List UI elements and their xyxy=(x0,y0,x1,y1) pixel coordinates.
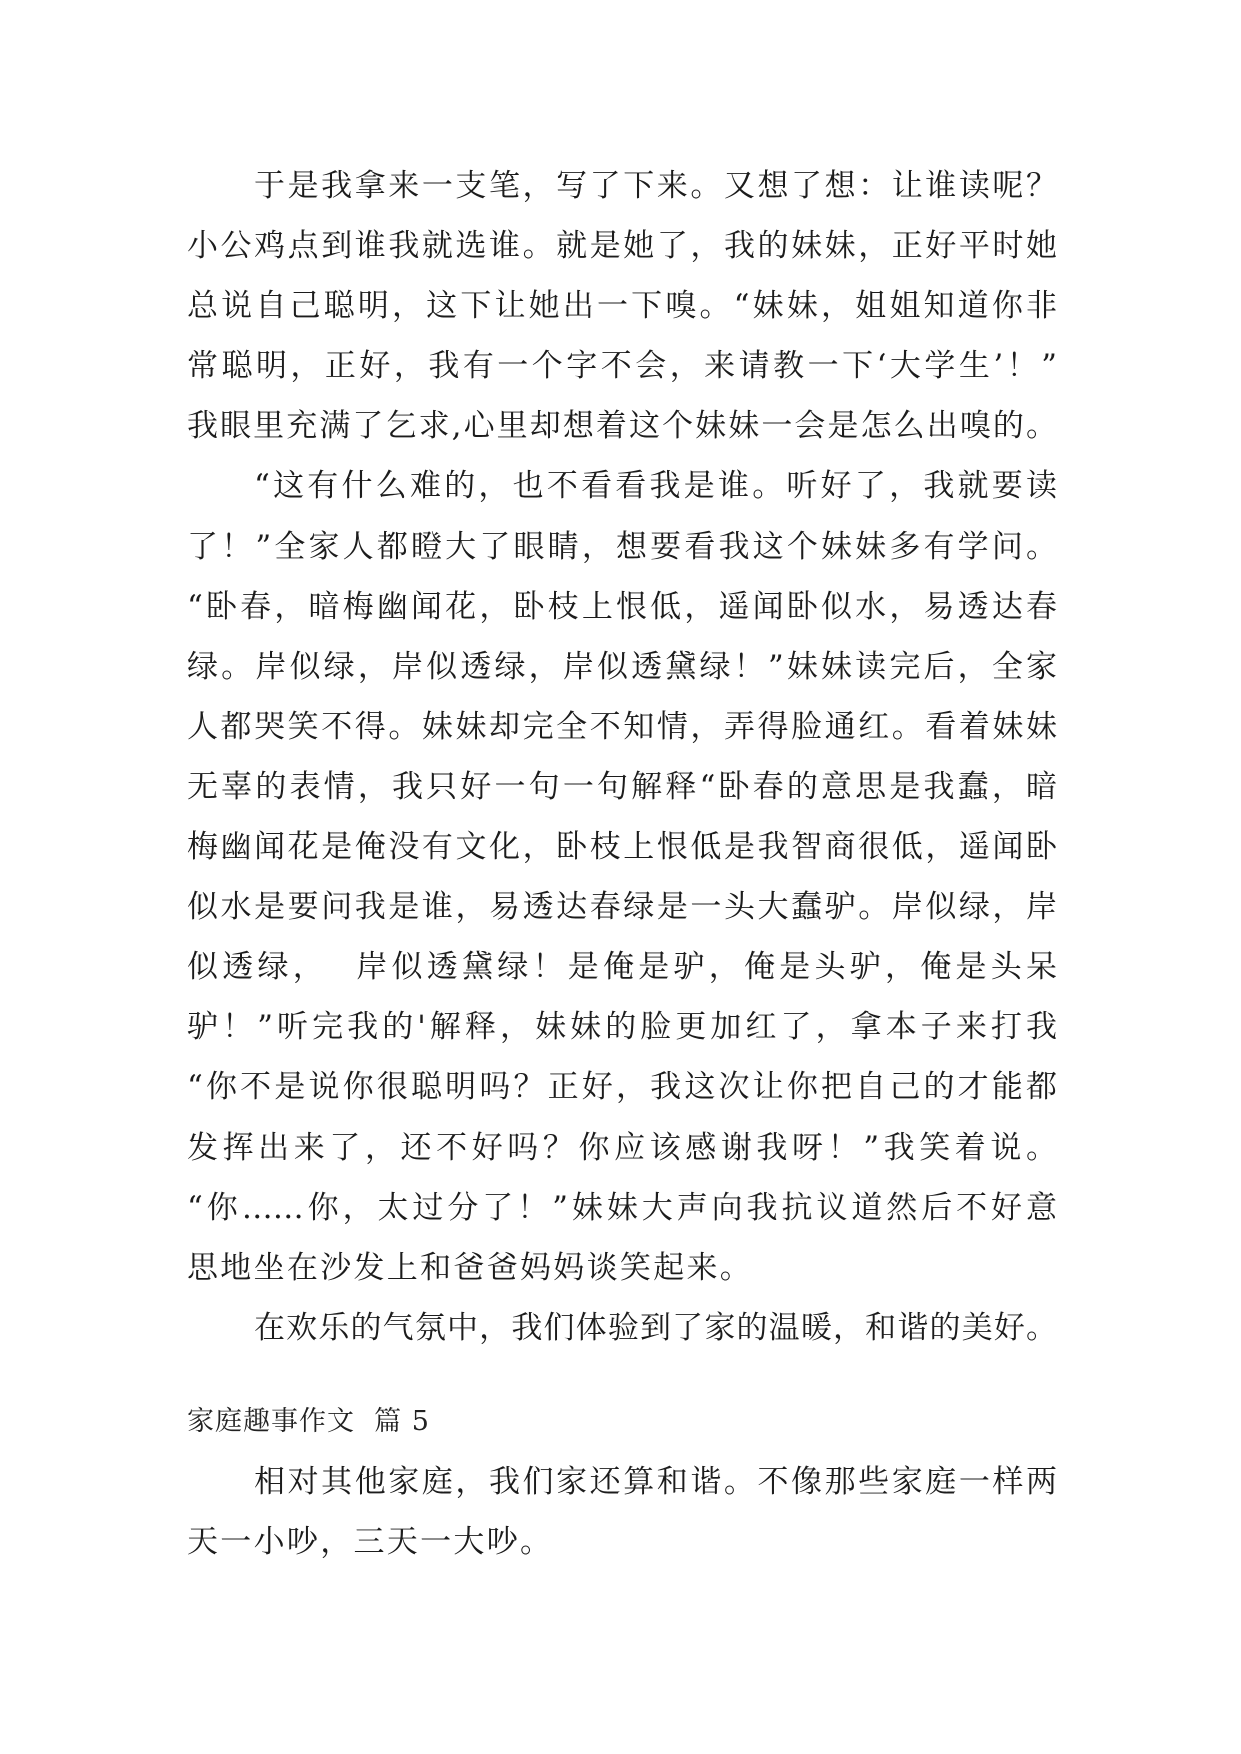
text-line: 绿。岸似绿，岸似透绿，岸似透黛绿！”妹妹读完后，全家 xyxy=(187,648,1057,685)
text-line: 我眼里充满了乞求,心里却想着这个妹妹一会是怎么出嗅的。 xyxy=(187,408,1057,445)
text-line: 思地坐在沙发上和爸爸妈妈谈笑起来。 xyxy=(187,1249,754,1286)
text-line: “你……你，太过分了！”妹妹大声向我抗议道然后不好意 xyxy=(187,1189,1057,1226)
paragraph xyxy=(187,456,1057,1297)
paragraph xyxy=(187,1452,1057,1572)
text-line: 似透绿， 岸似透黛绿！是俺是驴，俺是头驴，俺是头呆 xyxy=(187,949,1057,986)
essay-body xyxy=(187,156,1057,1358)
text-line: 小公鸡点到谁我就选谁。就是她了，我的妹妹，正好平时她 xyxy=(187,228,1057,265)
text-line: 相对其他家庭，我们家还算和谐。不像那些家庭一样两 xyxy=(254,1464,1057,1500)
text-line: 驴！”听完我的'解释，妹妹的脸更加红了，拿本子来打我 xyxy=(187,1009,1057,1046)
text-line: 无辜的表情，我只好一句一句解释“卧春的意思是我蠢，暗 xyxy=(187,768,1057,805)
text-line: 梅幽闻花是俺没有文化，卧枝上恨低是我智商很低，遥闻卧 xyxy=(187,829,1057,866)
text-line: 了！”全家人都瞪大了眼睛，想要看我这个妹妹多有学问。 xyxy=(187,528,1057,565)
text-line: “你不是说你很聪明吗？正好，我这次让你把自己的才能都 xyxy=(187,1069,1057,1106)
essay-body xyxy=(187,1452,1057,1572)
text-line: 常聪明，正好，我有一个字不会，来请教一下‘大学生’！” xyxy=(187,348,1057,385)
text-line: 在欢乐的气氛中，我们体验到了家的温暖，和谐的美好。 xyxy=(254,1309,1057,1346)
text-line: “卧春，暗梅幽闻花，卧枝上恨低，遥闻卧似水，易透达春 xyxy=(187,588,1057,625)
text-line: 于是我拿来一支笔，写了下来。又想了想：让谁读呢？ xyxy=(254,168,1057,204)
section-header xyxy=(187,1392,1057,1452)
text-line: 总说自己聪明，这下让她出一下嗅。“妹妹，姐姐知道你非 xyxy=(187,288,1057,325)
text-line: “这有什么难的，也不看看我是谁。听好了，我就要读 xyxy=(254,468,1057,505)
paragraph xyxy=(187,156,1057,456)
text-line: 天一小吵，三天一大吵。 xyxy=(187,1524,554,1561)
text-line: 发挥出来了，还不好吗？你应该感谢我呀！”我笑着说。 xyxy=(187,1129,1057,1166)
paragraph xyxy=(187,1298,1057,1358)
text-line: 似水是要问我是谁，易透达春绿是一头大蠢驴。岸似绿，岸 xyxy=(187,889,1057,926)
section-heading: 家庭趣事作文 篇 5 xyxy=(187,1406,430,1437)
text-line: 人都哭笑不得。妹妹却完全不知情，弄得脸通红。看着妹妹 xyxy=(187,708,1057,745)
